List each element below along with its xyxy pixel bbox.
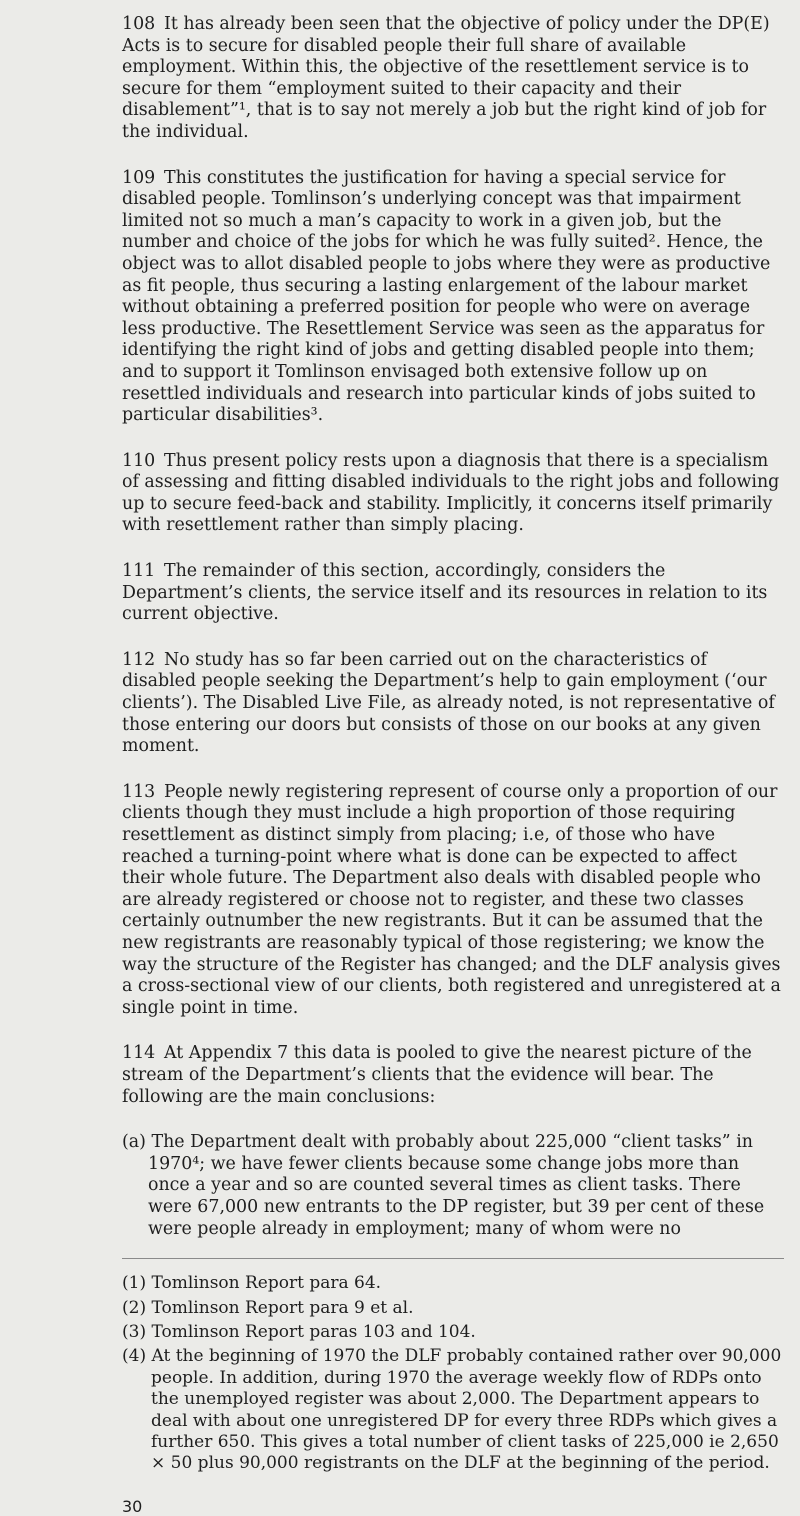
paragraph-number: 109 bbox=[122, 167, 156, 188]
footnote-text: Tomlinson Report para 64. bbox=[151, 1273, 382, 1294]
paragraph-number: 112 bbox=[122, 649, 156, 670]
paragraph bbox=[122, 168, 784, 427]
paragraph bbox=[122, 1043, 784, 1108]
paragraph-text: No study has so far been carried out on the characteristics of disabled people seeking the Department’s help to gain employment (‘our clients’). The Disabled Live File, as already noted, is not representative of those entering our doors but consists of those on our books at any given moment. bbox=[122, 649, 775, 757]
paragraph-number: 114 bbox=[122, 1043, 156, 1064]
paragraph bbox=[122, 561, 784, 626]
paragraph-text: This constitutes the justification for having a special service for disabled people. Tomlinson’s underlying concept was that impairment limited not so much a man’s capacity to work in a given job, but the number and choice of the jobs for which he was fully suited². Hence, the object was to allot disabled people to jobs where they were as productive as fit people, thus securing a lasting enlargement of the labour market without obtaining a preferred position for people who were on average less productive. The Resettlement Service was seen as the apparatus for identifying the right kind of jobs and getting disabled people into them; and to support it Tomlinson envisaged both extensive follow up on resettled individuals and research into particular kinds of jobs suited to particular disabilities³. bbox=[122, 167, 771, 426]
paragraph-text: It has already been seen that the objective of policy under the DP(E) Acts is to secure for disabled people their full share of available employment. Within this, the objective of the resettlement service is to secure for them “employment suited to their capacity and their disablement”¹, that is to say not merely a job but the right kind of job for the individual. bbox=[122, 14, 770, 142]
list-item bbox=[122, 1132, 784, 1240]
footnote-label: (2) bbox=[122, 1297, 147, 1318]
footnote-label: (1) bbox=[122, 1273, 147, 1294]
paragraph-number: 111 bbox=[122, 561, 156, 582]
paragraph-text: The remainder of this section, accordingly, considers the Department’s clients, the service itself and its resources in relation to its current objective. bbox=[122, 561, 768, 625]
footnote-divider bbox=[122, 1258, 784, 1259]
paragraph bbox=[122, 451, 784, 537]
paragraph bbox=[122, 782, 784, 1020]
footnote-text: Tomlinson Report para 9 et al. bbox=[151, 1297, 414, 1318]
footnote-label: (3) bbox=[122, 1321, 147, 1342]
paragraph-number: 113 bbox=[122, 781, 156, 802]
paragraph-number: 110 bbox=[122, 450, 156, 471]
paragraph bbox=[122, 650, 784, 758]
footnote bbox=[122, 1273, 784, 1294]
footnote bbox=[122, 1346, 784, 1474]
footnote bbox=[122, 1298, 784, 1319]
paragraph-text: People newly registering represent of course only a proportion of our clients though they must include a high proportion of those requiring resettlement as distinct simply from placing; i.e, of those who have reached a turning-point where what is done can be expected to affect their whole future. The Department also deals with disabled people who are already registered or choose not to register, and these two classes certainly outnumber the new registrants. But it can be assumed that the new registrants are reasonably typical of those registering; we know the way the structure of the Register has changed; and the DLF analysis gives a cross-sectional view of our clients, both registered and unregistered at a single point in time. bbox=[122, 781, 781, 1018]
footnote-text: Tomlinson Report paras 103 and 104. bbox=[151, 1321, 476, 1342]
footnote bbox=[122, 1322, 784, 1343]
footnote-text: At the beginning of 1970 the DLF probably contained rather over 90,000 people. In addition, during 1970 the average weekly flow of RDPs onto the unemployed register was about 2,000. The Department appears to deal with about one unregistered DP for every three RDPs which gives a further 650. This gives a total number of client tasks of 225,000 ie 2,650 × 50 plus 90,000 registrants on the DLF at the beginning of the period. bbox=[151, 1346, 782, 1474]
list-item-text: The Department dealt with probably about 225,000 “client tasks” in 1970⁴; we have fewer clients because some change jobs more than once a year and so are counted several times as client tasks. There were 67,000 new entrants to the DP register, but 39 per cent of these were people already in employment; many of whom were no bbox=[148, 1132, 765, 1239]
page-number: 30 bbox=[122, 1496, 143, 1516]
footnote-label: (4) bbox=[122, 1346, 147, 1367]
paragraph-text: Thus present policy rests upon a diagnosis that there is a specialism of assessing and fitting disabled individuals to the right jobs and following up to secure feed-back and stability. Implicitly, it concerns itself primarily with resettlement rather than simply placing. bbox=[122, 450, 780, 536]
paragraph bbox=[122, 14, 784, 144]
list-item-label: (a) bbox=[122, 1132, 146, 1153]
paragraph-number: 108 bbox=[122, 14, 156, 34]
paragraph-text: At Appendix 7 this data is pooled to give the nearest picture of the stream of the Department’s clients that the evidence will bear. The following are the main conclusions: bbox=[122, 1043, 752, 1107]
